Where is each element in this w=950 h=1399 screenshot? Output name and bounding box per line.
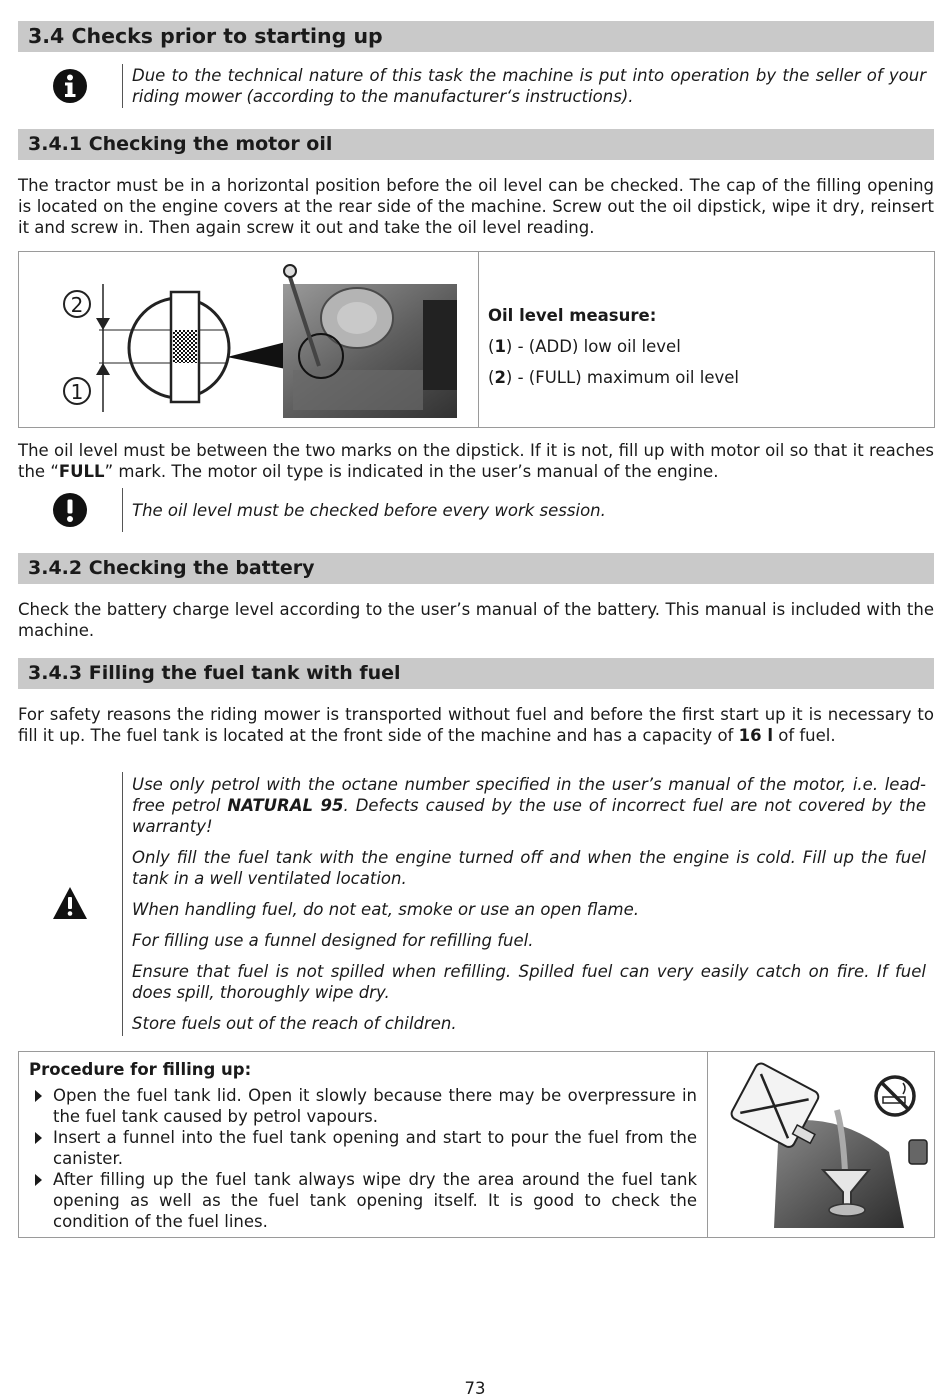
note-divider	[122, 64, 123, 108]
warning-triangle-icon	[52, 886, 88, 925]
section-3-4-2-heading: 3.4.2 Checking the battery	[18, 553, 934, 584]
no-smoking-icon	[873, 1074, 917, 1123]
warning-funnel: For filling use a funnel designed for refilling fuel.	[132, 931, 534, 950]
figure-divider	[478, 252, 479, 427]
warning-engine-off: Only fill the fuel tank with the engine turned off and when the engine is cold. Fill up the fuel tank in a well ventilated location.	[132, 848, 926, 888]
warning-divider	[122, 772, 123, 1036]
caution-note: The oil level must be checked before every work session.	[132, 501, 606, 520]
procedure-text	[29, 1059, 697, 1232]
procedure-title: Procedure for filling up:	[29, 1060, 252, 1079]
oil-level-figure-box	[18, 251, 935, 428]
note-divider	[122, 488, 123, 532]
procedure-box	[18, 1051, 935, 1238]
label-circle-1: 1	[63, 377, 91, 405]
warning-children: Store fuels out of the reach of children.	[132, 1014, 457, 1033]
section-3-4-3-heading: 3.4.3 Filling the fuel tank with fuel	[18, 658, 934, 689]
procedure-step: Insert a funnel into the fuel tank opening and start to pour the fuel from the canister.	[29, 1127, 697, 1169]
warning-spill: Ensure that fuel is not spilled when refilling. Spilled fuel can very easily catch on fire. If fuel does spill, thoroughly wipe dry.	[132, 962, 926, 1002]
info-note: Due to the technical nature of this task the machine is put into operation by the seller of your riding mower (according to the manufacturer‘s instructions).	[132, 66, 926, 106]
info-icon	[53, 69, 87, 108]
oil-measure-title: Oil level measure:	[488, 306, 657, 325]
exclamation-icon	[53, 493, 87, 532]
label-circle-2: 2	[63, 290, 91, 318]
section-3-4-heading: 3.4 Checks prior to starting up	[18, 21, 934, 52]
oil-measure-item-1: (1) - (ADD) low oil level	[488, 337, 681, 356]
fuel-intro: For safety reasons the riding mower is transported without fuel and before the first start up it is necessary to fill it up. The fuel tank is located at the front side of the machine and has a capacity of 16 l of fuel.	[18, 705, 934, 745]
oil-measure-legend	[488, 300, 928, 393]
battery-check-text: Check the battery charge level according to the user’s manual of the battery. This manual is included with the machine.	[18, 600, 934, 640]
oil-check-intro: The tractor must be in a horizontal position before the oil level can be checked. The cap of the filling opening is located on the engine covers at the rear side of the machine. Screw out the oil dipstick, wipe it dry, reinsert it and screw in. Then again screw it out and take the oil level reading.	[18, 176, 934, 237]
page-number: 73	[464, 1379, 486, 1398]
procedure-step: Open the fuel tank lid. Open it slowly because there may be overpressure in the fuel tank caused by petrol vapours.	[29, 1085, 697, 1127]
dipstick-diagram	[37, 260, 457, 422]
procedure-step: After filling up the fuel tank always wipe dry the area around the fuel tank opening as well as the fuel tank opening itself. It is good to check the condition of the fuel lines.	[29, 1169, 697, 1232]
oil-measure-item-2: (2) - (FULL) maximum oil level	[488, 368, 740, 387]
procedure-divider	[707, 1052, 708, 1237]
warning-octane: Use only petrol with the octane number specified in the user’s manual of the motor, i.e. lead-free petrol NATURAL 95. Defects caused by the use of incorrect fuel are not covered by the warranty!	[132, 775, 926, 836]
warning-no-flame: When handling fuel, do not eat, smoke or use an open flame.	[132, 900, 640, 919]
section-3-4-1-heading: 3.4.1 Checking the motor oil	[18, 129, 934, 160]
oil-level-explanation: The oil level must be between the two marks on the dipstick. If it is not, fill up with motor oil so that it reaches the “FULL” mark. The motor oil type is indicated in the user’s manual of the engine.	[18, 441, 934, 481]
fuel-warnings	[132, 774, 926, 1044]
fuel-filling-illustration	[719, 1062, 929, 1228]
